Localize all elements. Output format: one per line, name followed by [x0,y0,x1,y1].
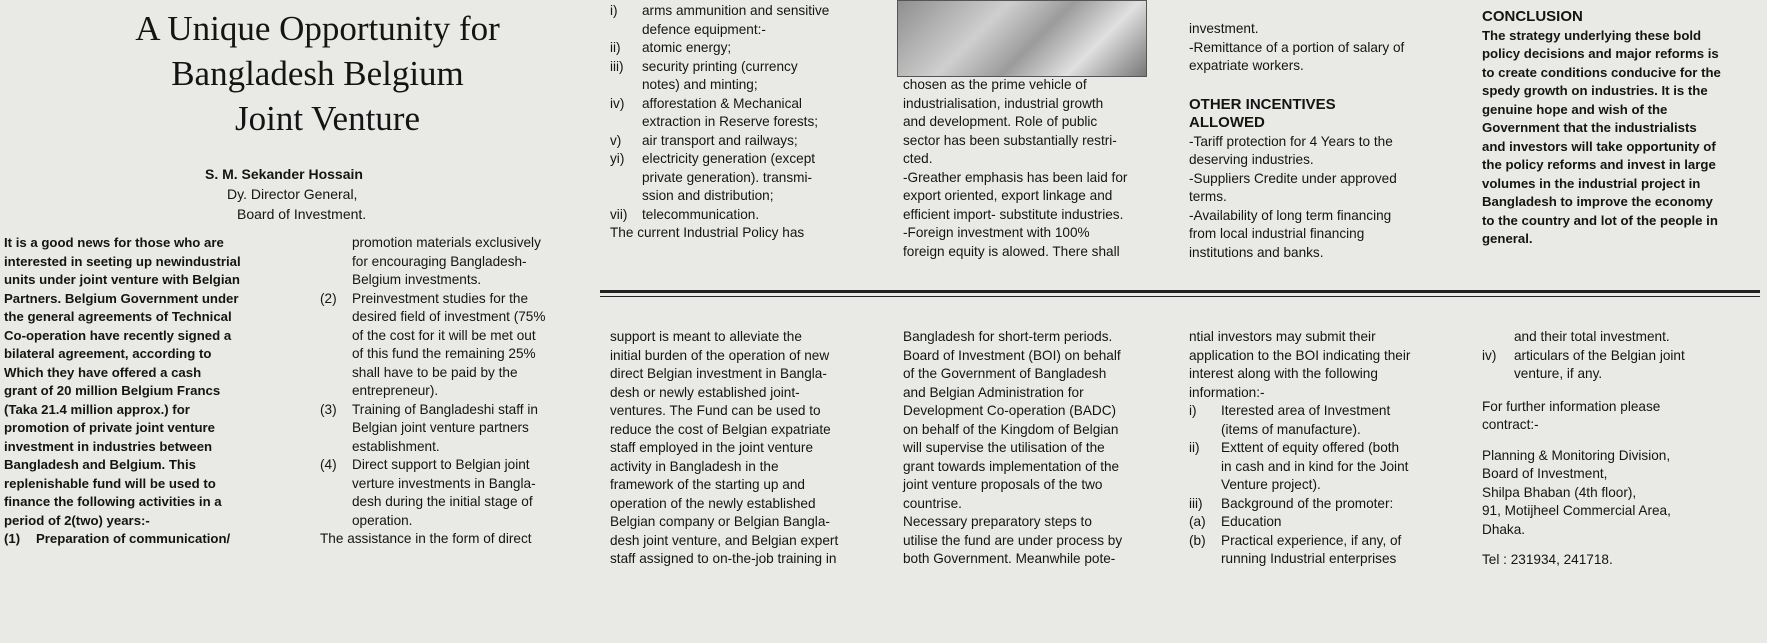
text-line: chosen as the prime vehicle of [903,77,1087,92]
author-name: S. M. Sekander Hossain [205,166,363,182]
text-line: electricity generation (except [642,151,816,166]
text-line: promotion materials exclusively [352,235,541,250]
column-4-bottom [903,328,1168,569]
text-line: Preparation of communication/ [36,531,231,546]
telephone: Tel : 231934, 241718. [1482,552,1613,567]
text-line: reduce the cost of Belgian expatriate [610,421,831,437]
section-heading: ALLOWED [1189,114,1265,131]
text-line: air transport and railways; [642,132,798,148]
text-line: initial burden of the operation of new [610,347,830,363]
list-marker: (2) [320,290,337,306]
column-3-top [610,2,880,243]
text-line: notes) and minting; [642,77,758,92]
text-line: (items of manufacture). [1221,421,1361,437]
list-item [610,95,880,132]
text-line: The assistance in the form of direct [320,531,532,546]
list-marker: (1) [4,531,21,546]
list-marker: vii) [610,206,628,222]
text-line: Practical experience, if any, of [1221,532,1402,548]
list-marker: iv) [1482,347,1497,363]
list-item [320,456,582,530]
text-line: staff assigned to on-the-job training in [610,551,837,566]
column-6-top [1482,8,1762,249]
text-line: Direct support to Belgian joint [352,457,530,472]
article-photo [897,0,1147,77]
text-line: -Remittance of a portion of salary of [1189,39,1405,55]
text-line: desh during the initial stage of [352,494,533,509]
text-line: policy decisions and major reforms is [1482,46,1719,61]
text-line: Education [1221,514,1282,529]
text-line: to the country and lot of the people in [1482,212,1718,228]
text-line: investment in industries between [4,438,213,454]
text-line: The current Industrial Policy has [610,225,805,240]
text-line: and Belgian Administration for [903,384,1084,400]
list-item [610,150,880,206]
text-line: -Availability of long term financing [1189,207,1392,223]
text-line: Bangladesh to improve the economy [1482,194,1713,209]
text-line: support is meant to alleviate the [610,329,802,344]
section-divider [600,296,1760,297]
list-item [1189,402,1459,439]
text-line: sector has been substantially restri- [903,132,1117,148]
text-line: spedy growth on industries. It is the [1482,83,1708,98]
text-line: in cash and in kind for the Joint [1221,458,1409,474]
text-line: interest along with the following [1189,366,1378,381]
byline [205,164,366,224]
author-title-1: Dy. Director General, [227,186,358,202]
list-marker: iv) [610,95,625,111]
text-line: of the cost for it will be met out [352,327,536,343]
text-line: Belgian company or Belgian Bangla- [610,514,830,529]
text-line: cted. [903,151,933,166]
text-line: genuine hope and wish of the [1482,101,1668,117]
text-line: the policy reforms and invest in large [1482,157,1716,172]
list-marker: yi) [610,151,625,166]
text-line: Background of the promoter: [1221,495,1394,511]
text-line: Iterested area of Investment [1221,403,1391,418]
text-line: Exttent of equity offered (both [1221,440,1400,455]
text-line: venture, if any. [1514,366,1603,381]
section-heading: CONCLUSION [1482,8,1583,25]
text-line: terms. [1189,189,1227,204]
text-line: private generation). transmi- [642,169,812,185]
text-line: for encouraging Bangladesh- [352,253,527,269]
text-line: joint venture proposals of the two [903,477,1103,492]
text-line: Training of Bangladeshi staff in [352,401,538,417]
text-line: industrialisation, industrial growth [903,95,1104,111]
text-line: -Tariff protection for 4 Years to the [1189,133,1393,149]
column-3-bottom [610,328,880,569]
list-marker: iii) [610,58,624,74]
text-line: period of 2(two) years:- [4,512,150,528]
text-line: Bangladesh for short-term periods. [903,329,1113,344]
list-item [1189,439,1459,495]
text-line: direct Belgian investment in Bangla- [610,366,827,381]
list-item [1189,532,1459,569]
text-line: afforestation & Mechanical [642,95,802,111]
text-line: Bangladesh and Belgium. This [4,457,196,472]
text-line: grant towards implementation of the [903,458,1120,474]
text-line: operation. [352,512,413,528]
text-line: and development. Role of public [903,114,1098,129]
text-line: interested in seeting up newindustrial [4,253,241,269]
text-line: from local industrial financing [1189,226,1365,241]
list-item [1189,513,1459,532]
list-marker: ii) [610,40,621,55]
column-4-top [903,76,1163,261]
text-line: Necessary preparatory steps to [903,514,1092,529]
text-line: foreign equity is alowed. There shall [903,243,1120,259]
text-line: Which they have offered a cash [4,364,202,380]
text-line: -Suppliers Credite under approved [1189,170,1397,186]
text-line: finance the following activities in a [4,494,222,509]
list-marker: iii) [1189,495,1203,511]
text-line: utilise the fund are under process by [903,532,1123,548]
text-line: grant of 20 million Belgium Francs [4,383,221,398]
address-line: Planning & Monitoring Division, [1482,447,1671,463]
text-line: bilateral agreement, according to [4,346,212,361]
text-line: The strategy underlying these bold [1482,27,1702,43]
list-marker: (b) [1189,532,1206,548]
column-5-bottom [1189,328,1459,569]
text-line: investment. [1189,21,1259,36]
text-line: the general agreements of Technical [4,309,232,324]
list-item [4,530,241,549]
text-line: -Greather emphasis has been laid for [903,169,1128,185]
text-line: Government that the industrialists [1482,120,1697,135]
list-item [1189,495,1459,514]
text-line: establishment. [352,438,440,454]
text-line: desh joint venture, and Belgian expert [610,532,839,548]
text-line: telecommunication. [642,206,760,222]
column-1 [4,234,241,549]
text-line: units under joint venture with Belgian [4,272,240,287]
list-marker: i) [1189,403,1197,418]
list-marker: v) [610,132,622,148]
text-line: Venture project). [1221,477,1321,492]
text-line: volumes in the industrial project in [1482,175,1701,191]
column-6-bottom [1482,328,1762,570]
address-line: Board of Investment, [1482,466,1608,481]
text-line: -Foreign investment with 100% [903,225,1090,240]
text-line: Development Co-operation (BADC) [903,403,1117,418]
text-line: running Industrial enterprises [1221,551,1397,566]
text-line: application to the BOI indicating their [1189,347,1411,363]
text-line: Co-operation have recently signed a [4,327,232,343]
list-marker: ii) [1189,440,1200,455]
text-line: promotion of private joint venture [4,420,216,435]
text-line: desh or newly established joint- [610,384,800,400]
text-line: ntial investors may submit their [1189,329,1376,344]
text-line: atomic energy; [642,40,732,55]
address-line: 91, Motijheel Commercial Area, [1482,503,1671,518]
text-line: on behalf of the Kingdom of Belgian [903,421,1119,437]
text-line: of the Government of Bangladesh [903,366,1107,381]
text-line: operation of the newly established [610,495,816,511]
text-line: Board of Investment (BOI) on behalf [903,347,1121,363]
text-line: Belgium investments. [352,272,482,287]
text-line: desired field of investment (75% [352,309,546,324]
text-line: contract:- [1482,417,1539,432]
text-line: general. [1482,231,1533,246]
text-line: and investors will take opportunity of [1482,138,1716,154]
section-heading: OTHER INCENTIVES [1189,95,1336,113]
text-line: Preinvestment studies for the [352,290,529,306]
text-line: security printing (currency [642,58,798,74]
text-line: export oriented, export linkage and [903,188,1113,203]
text-line: of this fund the remaining 25% [352,346,536,361]
text-line: ventures. The Fund can be used to [610,403,821,418]
text-line: (Taka 21.4 million approx.) for [4,401,190,417]
text-line: extraction in Reserve forests; [642,114,819,129]
text-line: information:- [1189,384,1265,400]
list-item [610,132,880,151]
text-line: efficient import- substitute industries. [903,206,1124,222]
address-line: Shilpa Bhaban (4th floor), [1482,484,1637,500]
author-title-2: Board of Investment. [237,206,367,222]
text-line: will supervise the utilisation of the [903,440,1105,455]
text-line: framework of the starting up and [610,477,805,492]
list-marker: (a) [1189,514,1206,529]
column-5-top [1189,20,1454,262]
text-line: defence equipment:- [642,21,766,37]
text-line: staff employed in the joint venture [610,440,814,455]
text-line: institutions and banks. [1189,244,1324,260]
list-marker: i) [610,3,618,18]
list-item [610,206,880,225]
text-line: For further information please [1482,398,1661,414]
text-line: and their total investment. [1514,329,1670,344]
text-line: verture investments in Bangla- [352,475,536,491]
text-line: activity in Bangladesh in the [610,458,779,474]
list-item [1482,347,1762,384]
text-line: countrise. [903,495,962,511]
text-line: ssion and distribution; [642,188,774,203]
text-line: articulars of the Belgian joint [1514,347,1685,363]
text-line: shall have to be paid by the [352,364,518,380]
list-marker: (3) [320,401,337,417]
text-line: Partners. Belgium Government under [4,290,239,306]
section-divider [600,290,1760,293]
text-line: It is a good news for those who are [4,235,224,250]
column-2 [320,234,582,549]
list-item [320,401,582,457]
text-line: deserving industries. [1189,152,1314,167]
text-line: both Government. Meanwhile pote- [903,551,1116,566]
list-item [320,290,582,401]
list-item [610,58,880,95]
text-line: Belgian joint venture partners [352,420,529,435]
text-line: replenishable fund will be used to [4,475,216,491]
list-marker: (4) [320,457,337,472]
list-item [610,2,880,39]
text-line: expatriate workers. [1189,58,1304,73]
list-item [610,39,880,58]
text-line: arms ammunition and sensitive [642,3,830,18]
text-line: entrepreneur). [352,383,439,398]
address-line: Dhaka. [1482,521,1526,537]
text-line: to create conditions conducive for the [1482,64,1721,80]
article-title: A Unique Opportunity for Bangladesh Belgium Joint Venture [135,9,500,138]
